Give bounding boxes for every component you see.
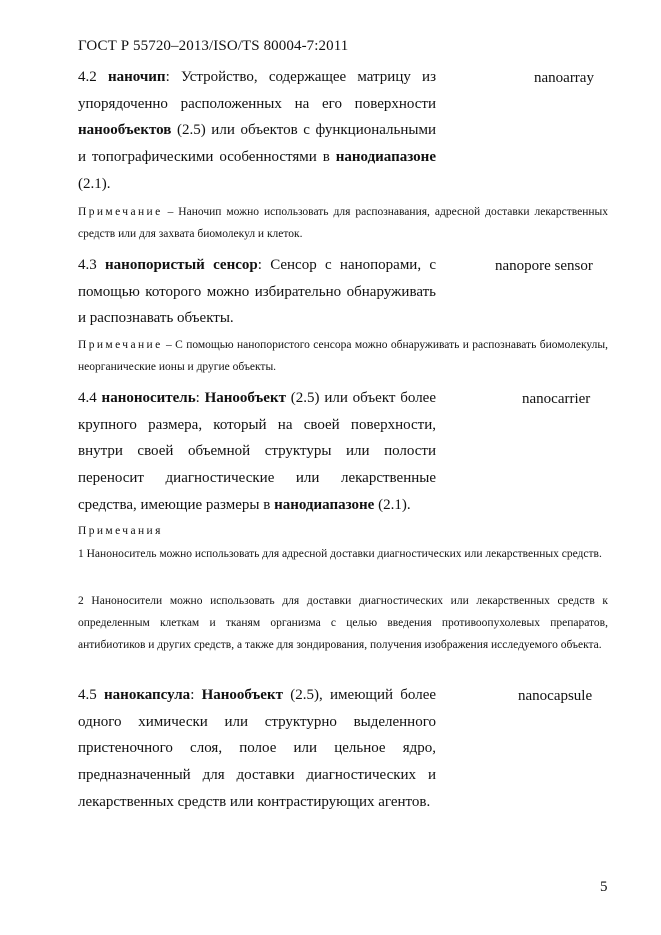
term-reference: нанодиапазоне	[335, 149, 436, 166]
term-definition-cont: или объектов с функциональными и топографическими особенностями в	[78, 122, 436, 166]
term-entry-nanocarrier: 4.4 наноноситель: Нанообъект (2.5) или объект более крупного размера, который на своей поверхности, внутри своей объемной структуры или полости переносит диагностические или лекарственные средства, имеющие размеры в нанодиапазоне (2.1).	[78, 390, 436, 513]
term-definition: (2.5), имеющий более одного химически или структурно выделенного пристеночного слоя, полое или цельное ядро, предназначенный для доставки диагностических и лекарственных средств или контрастирующих агентов.	[78, 687, 437, 810]
term-name: нанокапсула	[104, 687, 191, 703]
note-label: Примечание	[78, 206, 163, 218]
term-number: 4.5	[78, 687, 97, 703]
term-number: 4.3	[78, 257, 97, 273]
english-equivalent: nanocapsule	[518, 688, 593, 704]
note-2: 2 Наноносители можно использовать для доставки диагностических или лекарственных средств к определенным клеткам и тканям организма с целью введения противоопухолевых препаратов, антибиотиков и других средств, а также для зондирования, получения изображения исследуемого объекта.	[78, 595, 608, 651]
document-header: ГОСТ Р 55720–2013/ISO/TS 80004-7:2011	[78, 38, 349, 54]
page-number: 5	[600, 879, 608, 895]
term-reference: Нанообъект	[201, 687, 283, 703]
term-reference: нанообъектов	[78, 122, 172, 139]
english-equivalent: nanopore sensor	[495, 258, 593, 274]
note-text: – Наночип можно использовать для распознавания, адресной доставки лекарственных средств или для захвата биомолекул и клеток.	[78, 206, 608, 240]
term-definition: (2.5) или объект более крупного размера, который на своей поверхности, внутри своей объемной структуры или полости переносит диагностические или лекарственные средства, имеющие размеры в	[78, 390, 436, 513]
reference-number: (2.1).	[78, 175, 111, 192]
english-equivalent: nanoarray	[534, 70, 594, 86]
note-1: 1 Наноноситель можно использовать для адресной доставки диагностических или лекарственных средств.	[78, 548, 602, 560]
term-name: нанопористый сенсор	[105, 257, 258, 273]
reference-number: (2.1).	[374, 496, 411, 513]
note-text: – С помощью нанопористого сенсора можно обнаруживать и распознавать биомолекулы, неорганические ионы и другие объекты.	[78, 339, 608, 373]
note	[78, 201, 608, 245]
term-name: наноноситель	[101, 390, 196, 406]
term-entry-nanocapsule: 4.5 нанокапсула: Нанообъект (2.5), имеющий более одного химически или структурно выделенного пристеночного слоя, полое или цельное ядро, предназначенный для доставки диагностических и лекарственных средств или контрастирующих агентов.	[78, 687, 437, 810]
term-reference: нанодиапазоне	[274, 496, 375, 513]
english-equivalent: nanocarrier	[522, 391, 591, 407]
term-number: 4.2	[78, 69, 97, 85]
note-label: Примечание	[78, 339, 163, 351]
note	[78, 334, 608, 378]
term-entry-nanoarray	[78, 64, 436, 198]
notes-label: Примечания	[78, 525, 163, 537]
term-definition: : Устройство, содержащее матрицу из упорядоченно расположенных на его поверхности	[78, 69, 436, 112]
term-number: 4.4	[78, 390, 97, 406]
term-definition: : Сенсор с нанопорами, с помощью которого можно избирательно обнаруживать и распознавать объекты.	[78, 257, 437, 327]
term-reference: Нанообъект	[204, 390, 286, 406]
term-name: наночип	[107, 69, 166, 85]
term-entry-nanopore-sensor	[78, 252, 436, 332]
reference-number: (2.5)	[171, 122, 206, 139]
